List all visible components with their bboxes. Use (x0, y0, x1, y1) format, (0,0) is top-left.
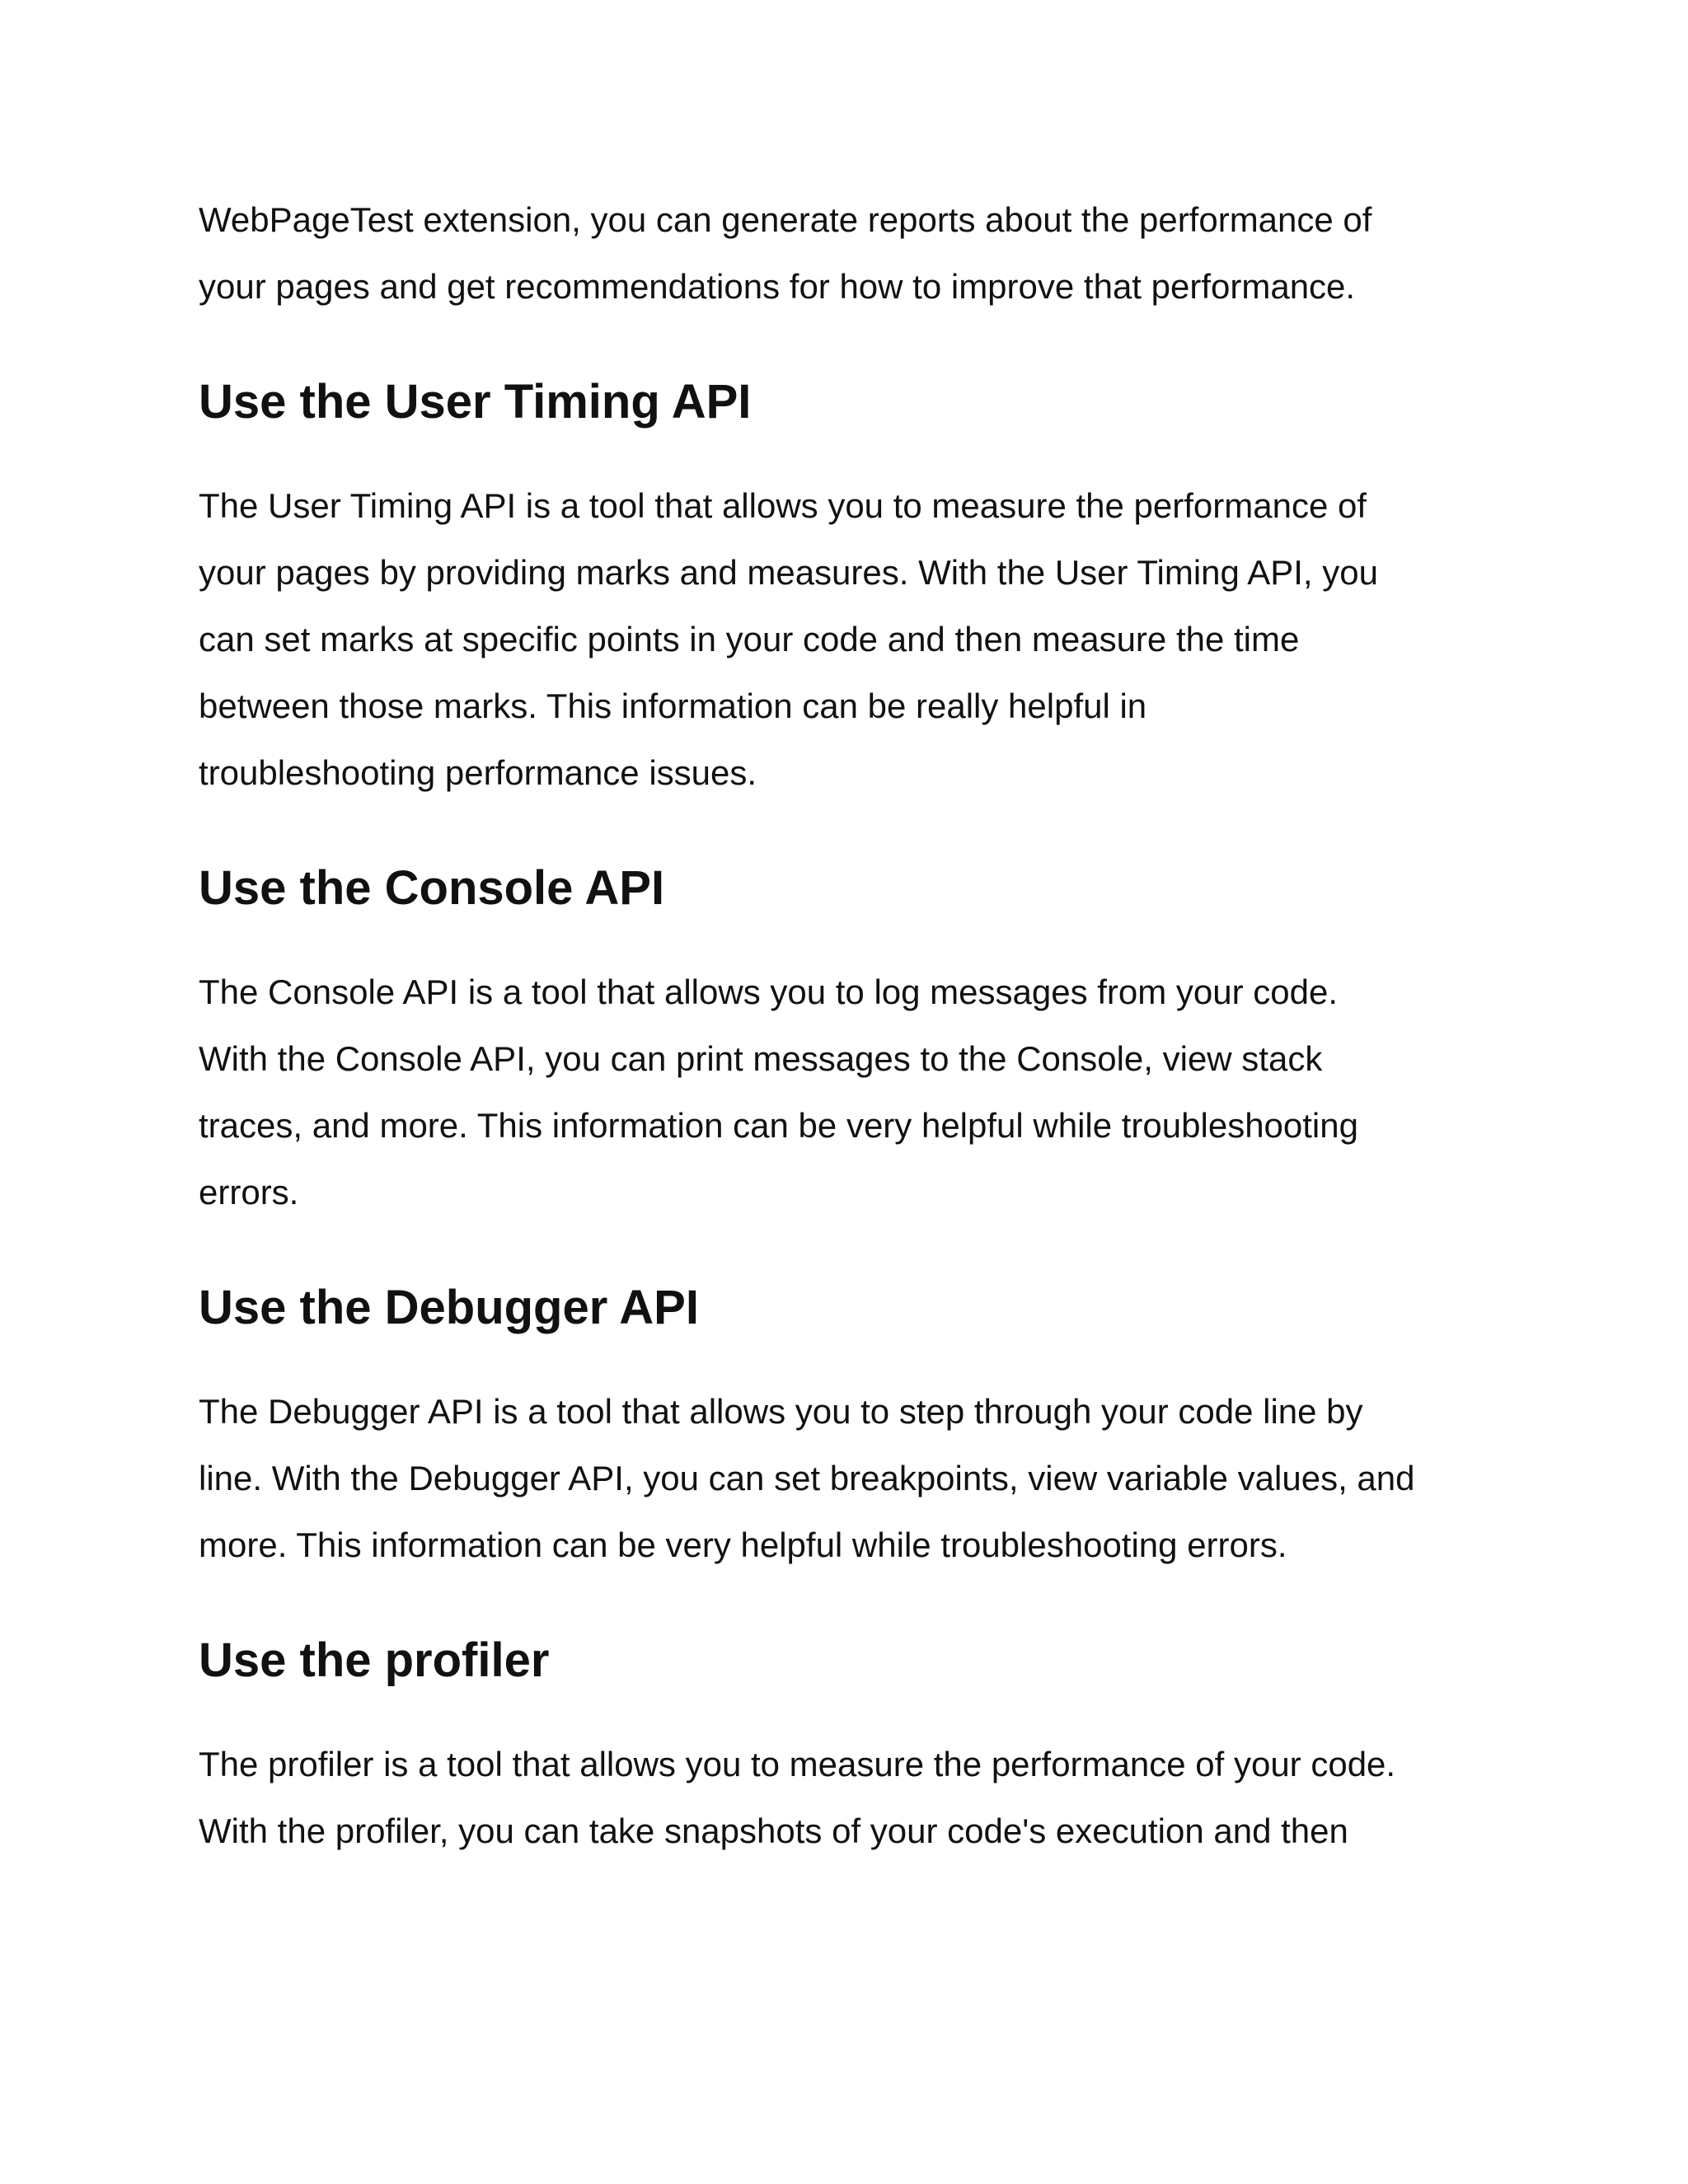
paragraph-line: line. With the Debugger API, you can set breakpoints, view variable values, and (199, 1459, 1415, 1497)
paragraph-line: between those marks. This information can be really helpful in (199, 687, 1147, 725)
paragraph-line: troubleshooting performance issues. (199, 753, 757, 792)
section-heading-user-timing: Use the User Timing API (199, 375, 752, 429)
console-paragraph (199, 958, 1517, 1226)
paragraph-line: your pages and get recommendations for how to improve that performance. (199, 267, 1356, 306)
section-heading-debugger: Use the Debugger API (199, 1281, 699, 1334)
debugger-paragraph (199, 1378, 1517, 1578)
paragraph-line: can set marks at specific points in your code and then measure the time (199, 620, 1300, 658)
paragraph-line: With the Console API, you can print messages to the Console, view stack (199, 1039, 1323, 1078)
paragraph-line: more. This information can be very helpful while troubleshooting errors. (199, 1526, 1287, 1564)
section-heading-profiler: Use the profiler (199, 1633, 550, 1687)
paragraph-line: WebPageTest extension, you can generate reports about the performance of (199, 200, 1372, 239)
document-body (199, 186, 1517, 1864)
paragraph-line: With the profiler, you can take snapshots of your code's execution and then (199, 1811, 1348, 1850)
user-timing-paragraph (199, 472, 1517, 806)
intro-paragraph (199, 186, 1517, 320)
section-heading-console: Use the Console API (199, 861, 665, 915)
paragraph-line: The profiler is a tool that allows you to measure the performance of your code. (199, 1745, 1396, 1783)
paragraph-line: traces, and more. This information can be very helpful while troubleshooting (199, 1106, 1358, 1145)
paragraph-line: The User Timing API is a tool that allows you to measure the performance of (199, 486, 1367, 525)
profiler-paragraph (199, 1731, 1517, 1864)
paragraph-line: The Console API is a tool that allows you to log messages from your code. (199, 972, 1339, 1011)
paragraph-line: The Debugger API is a tool that allows you to step through your code line by (199, 1392, 1363, 1431)
paragraph-line: errors. (199, 1173, 299, 1212)
paragraph-line: your pages by providing marks and measures. With the User Timing API, you (199, 553, 1378, 592)
